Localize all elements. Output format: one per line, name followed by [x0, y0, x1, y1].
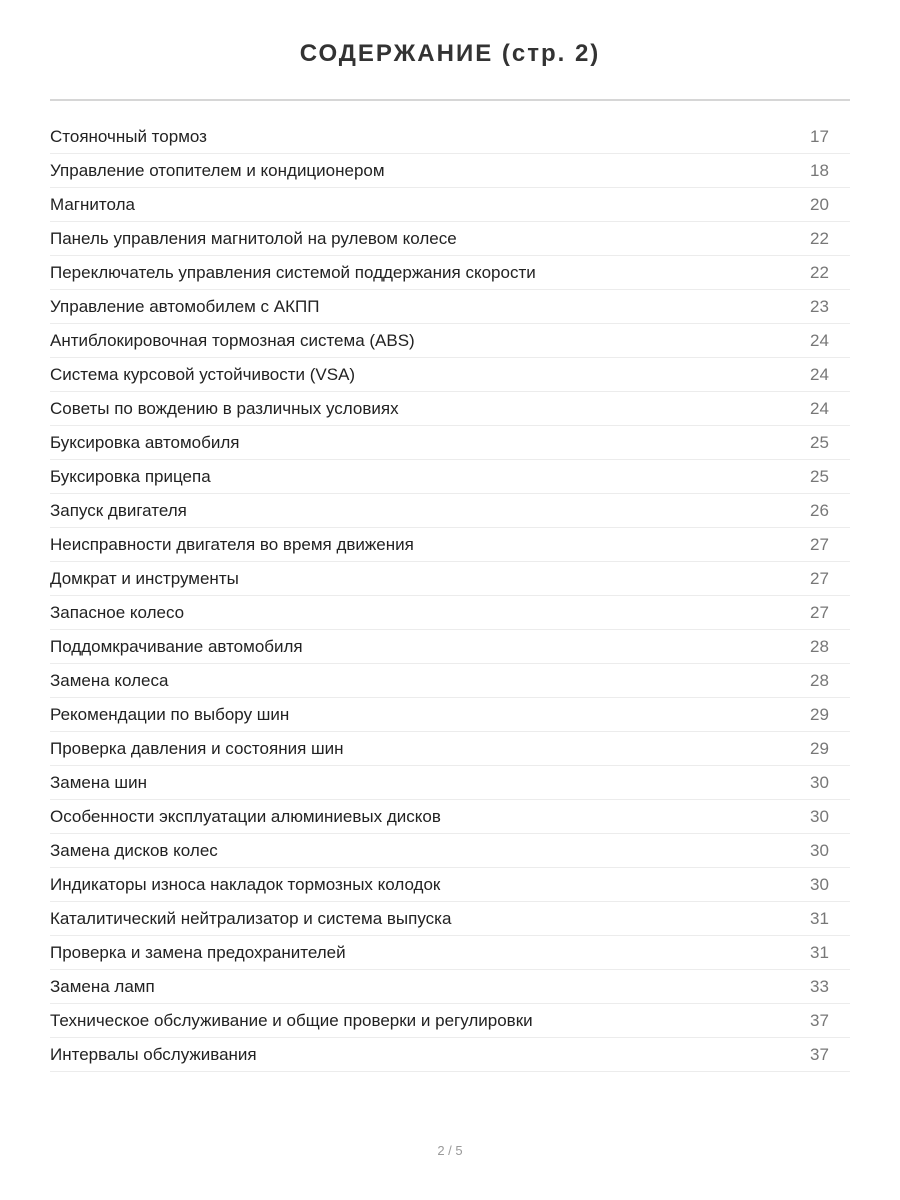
toc-entry-title: Стояночный тормоз: [50, 126, 207, 146]
table-of-contents: [50, 120, 850, 1072]
toc-entry[interactable]: [50, 1038, 850, 1072]
toc-entry-page: 28: [810, 670, 829, 690]
toc-entry-page: 29: [810, 704, 829, 724]
toc-entry-title: Магнитола: [50, 194, 135, 214]
toc-entry-title: Проверка и замена предохранителей: [50, 942, 346, 962]
toc-entry-title: Домкрат и инструменты: [50, 568, 239, 588]
toc-entry-page: 30: [810, 806, 829, 826]
toc-entry[interactable]: [50, 290, 850, 324]
toc-entry[interactable]: [50, 358, 850, 392]
toc-entry-title: Советы по вождению в различных условиях: [50, 398, 399, 418]
title-divider: [50, 99, 850, 101]
toc-entry-page: 31: [810, 908, 829, 928]
toc-entry-page: 30: [810, 772, 829, 792]
toc-entry-page: 31: [810, 942, 829, 962]
toc-entry-page: 27: [810, 602, 829, 622]
toc-entry[interactable]: [50, 392, 850, 426]
toc-entry-page: 28: [810, 636, 829, 656]
toc-entry[interactable]: [50, 800, 850, 834]
toc-entry-title: Замена ламп: [50, 976, 155, 996]
toc-entry-page: 17: [810, 126, 829, 146]
toc-entry-title: Запасное колесо: [50, 602, 185, 622]
toc-entry-page: 23: [810, 296, 829, 316]
toc-entry[interactable]: [50, 188, 850, 222]
toc-entry[interactable]: [50, 154, 850, 188]
toc-entry[interactable]: [50, 936, 850, 970]
toc-entry-title: Буксировка автомобиля: [50, 432, 240, 452]
toc-entry-title: Управление автомобилем с АКПП: [50, 296, 320, 316]
toc-entry-title: Особенности эксплуатации алюминиевых дисков: [50, 806, 441, 826]
toc-entry-page: 37: [810, 1010, 829, 1030]
toc-entry[interactable]: [50, 630, 850, 664]
toc-entry-title: Антиблокировочная тормозная система (ABS): [50, 330, 415, 350]
toc-entry[interactable]: [50, 222, 850, 256]
toc-entry[interactable]: [50, 1004, 850, 1038]
toc-entry-page: 24: [810, 398, 829, 418]
toc-entry-title: Панель управления магнитолой на рулевом колесе: [50, 228, 457, 248]
toc-entry-page: 27: [810, 534, 829, 554]
toc-entry[interactable]: [50, 664, 850, 698]
page-title: СОДЕРЖАНИЕ (стр. 2): [299, 40, 601, 67]
toc-entry-title: Индикаторы износа накладок тормозных колодок: [50, 874, 441, 894]
toc-entry-title: Управление отопителем и кондиционером: [50, 160, 385, 180]
toc-entry[interactable]: [50, 426, 850, 460]
toc-entry-title: Буксировка прицепа: [50, 466, 211, 486]
toc-entry-page: 24: [810, 330, 829, 350]
toc-entry-page: 24: [810, 364, 829, 384]
page-number: 2 / 5: [437, 1143, 463, 1158]
toc-entry-page: 30: [810, 874, 829, 894]
toc-entry[interactable]: [50, 834, 850, 868]
toc-entry-title: Запуск двигателя: [50, 500, 187, 520]
toc-entry-page: 18: [810, 160, 829, 180]
toc-entry[interactable]: [50, 562, 850, 596]
toc-entry[interactable]: [50, 324, 850, 358]
toc-entry[interactable]: [50, 460, 850, 494]
toc-entry-title: Интервалы обслуживания: [50, 1044, 257, 1064]
toc-entry[interactable]: [50, 120, 850, 154]
toc-entry-page: 22: [810, 262, 829, 282]
toc-entry[interactable]: [50, 868, 850, 902]
toc-entry[interactable]: [50, 970, 850, 1004]
toc-entry-page: 25: [810, 466, 829, 486]
toc-entry-page: 26: [810, 500, 829, 520]
toc-entry[interactable]: [50, 902, 850, 936]
toc-entry-page: 25: [810, 432, 829, 452]
toc-entry[interactable]: [50, 528, 850, 562]
toc-entry-title: Поддомкрачивание автомобиля: [50, 636, 303, 656]
toc-entry-title: Рекомендации по выбору шин: [50, 704, 290, 724]
toc-entry[interactable]: [50, 494, 850, 528]
toc-entry-title: Система курсовой устойчивости (VSA): [50, 364, 356, 384]
toc-entry-page: 27: [810, 568, 829, 588]
toc-entry-title: Техническое обслуживание и общие проверки и регулировки: [50, 1010, 533, 1030]
toc-entry-page: 22: [810, 228, 829, 248]
toc-entry-title: Проверка давления и состояния шин: [50, 738, 344, 758]
toc-entry-page: 37: [810, 1044, 829, 1064]
toc-entry[interactable]: [50, 256, 850, 290]
toc-entry[interactable]: [50, 732, 850, 766]
toc-entry-title: Переключатель управления системой поддержания скорости: [50, 262, 536, 282]
toc-entry-title: Замена дисков колес: [50, 840, 218, 860]
toc-entry[interactable]: [50, 766, 850, 800]
toc-entry-title: Неисправности двигателя во время движения: [50, 534, 414, 554]
toc-entry[interactable]: [50, 698, 850, 732]
toc-entry-title: Каталитический нейтрализатор и система выпуска: [50, 908, 452, 928]
toc-entry[interactable]: [50, 596, 850, 630]
toc-entry-page: 29: [810, 738, 829, 758]
toc-entry-title: Замена шин: [50, 772, 147, 792]
toc-entry-page: 30: [810, 840, 829, 860]
toc-entry-page: 33: [810, 976, 829, 996]
toc-entry-page: 20: [810, 194, 829, 214]
toc-entry-title: Замена колеса: [50, 670, 169, 690]
